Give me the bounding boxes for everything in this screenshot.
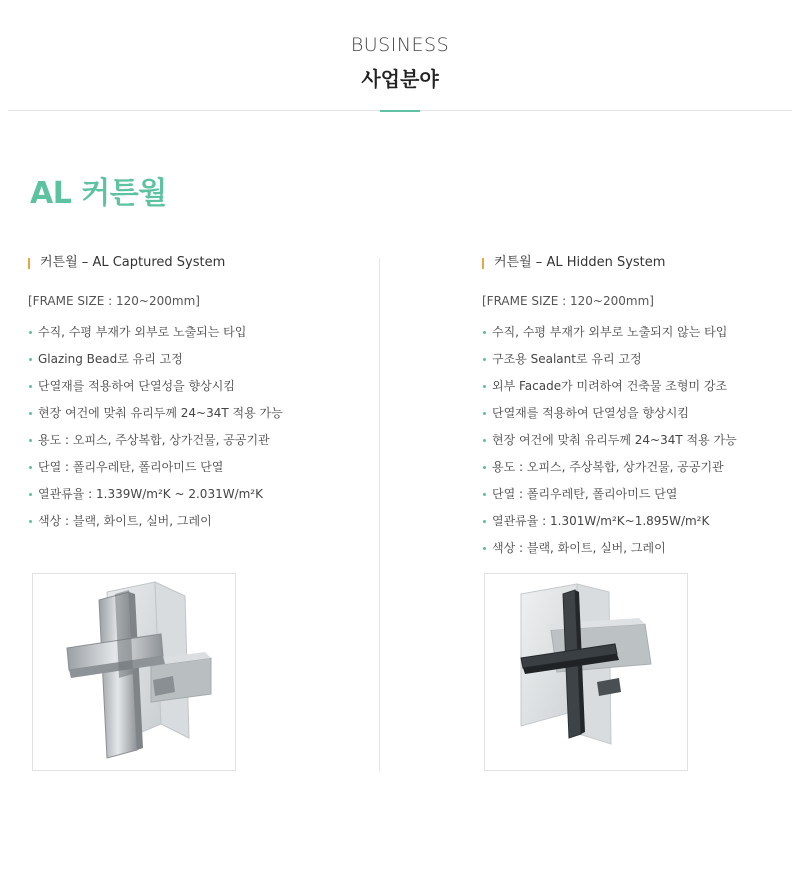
feature-item [28, 373, 348, 400]
bullet-icon [29, 466, 32, 469]
feature-item [28, 400, 348, 427]
hidden-feature-list [482, 319, 800, 562]
bullet-icon [29, 385, 32, 388]
hidden-system-image [484, 573, 688, 771]
bullet-icon [29, 520, 32, 523]
captured-frame-size: [FRAME SIZE : 120~200mm] [28, 294, 200, 308]
bullet-icon [29, 358, 32, 361]
captured-system-heading [28, 252, 348, 274]
bullet-icon [483, 547, 486, 550]
bullet-icon [483, 385, 486, 388]
feature-text: 현장 여건에 맞춰 유리두께 24~34T 적용 가능 [38, 406, 283, 420]
feature-item [28, 508, 348, 535]
feature-item [28, 346, 348, 373]
feature-item [28, 454, 348, 481]
feature-text: 단열 : 폴리우레탄, 폴리아미드 단열 [38, 460, 224, 474]
feature-item [482, 427, 800, 454]
heading-bar [28, 258, 30, 269]
header-accent-line [380, 110, 420, 112]
feature-text: 구조용 Sealant로 유리 고정 [492, 352, 642, 366]
feature-item [28, 319, 348, 346]
feature-item [482, 319, 800, 346]
feature-text: 수직, 수평 부재가 외부로 노출되지 않는 타입 [492, 325, 728, 339]
hidden-system-heading [482, 252, 800, 274]
feature-item [28, 427, 348, 454]
bullet-icon [29, 439, 32, 442]
feature-text: 현장 여건에 맞춰 유리두께 24~34T 적용 가능 [492, 433, 737, 447]
feature-text: 색상 : 블랙, 화이트, 실버, 그레이 [492, 541, 666, 555]
feature-text: 외부 Facade가 미려하여 건축물 조형미 강조 [492, 379, 728, 393]
feature-item [482, 400, 800, 427]
column-divider [379, 258, 380, 772]
feature-text: 용도 : 오피스, 주상복합, 상가건물, 공공기관 [492, 460, 724, 474]
feature-item [482, 508, 800, 535]
feature-item [482, 346, 800, 373]
hidden-system-column [482, 252, 800, 562]
feature-text: 용도 : 오피스, 주상복합, 상가건물, 공공기관 [38, 433, 270, 447]
feature-text: 열관류율 : 1.301W/m²K~1.895W/m²K [492, 514, 710, 528]
bullet-icon [483, 520, 486, 523]
feature-text: Glazing Bead로 유리 고정 [38, 352, 183, 366]
feature-text: 열관류율 : 1.339W/m²K ~ 2.031W/m²K [38, 487, 263, 501]
captured-curtain-wall-profile-icon [33, 574, 235, 770]
bullet-icon [483, 331, 486, 334]
captured-system-image [32, 573, 236, 771]
captured-feature-list [28, 319, 348, 535]
hidden-system-heading-text: 커튼월 – AL Hidden System [494, 255, 666, 270]
feature-text: 단열재를 적용하여 단열성을 향상시킴 [492, 406, 689, 420]
feature-item [482, 454, 800, 481]
bullet-icon [29, 331, 32, 334]
hidden-frame-size: [FRAME SIZE : 120~200mm] [482, 294, 654, 308]
feature-item [482, 373, 800, 400]
feature-item [482, 481, 800, 508]
feature-text: 수직, 수평 부재가 외부로 노출되는 타입 [38, 325, 247, 339]
bullet-icon [483, 412, 486, 415]
feature-item [28, 481, 348, 508]
bullet-icon [29, 412, 32, 415]
section-title: AL 커튼월 [30, 176, 167, 211]
bullet-icon [29, 493, 32, 496]
header-title-en: BUSINESS [350, 34, 450, 56]
bullet-icon [483, 358, 486, 361]
bullet-icon [483, 466, 486, 469]
bullet-icon [483, 493, 486, 496]
heading-bar [482, 258, 484, 269]
header-title-ko: 사업분야 [361, 67, 439, 91]
feature-text: 단열 : 폴리우레탄, 폴리아미드 단열 [492, 487, 678, 501]
captured-system-column [28, 252, 348, 535]
captured-system-heading-text: 커튼월 – AL Captured System [40, 255, 226, 270]
feature-text: 단열재를 적용하여 단열성을 향상시킴 [38, 379, 235, 393]
feature-text: 색상 : 블랙, 화이트, 실버, 그레이 [38, 514, 212, 528]
hidden-curtain-wall-profile-icon [485, 574, 687, 770]
feature-item [482, 535, 800, 562]
bullet-icon [483, 439, 486, 442]
